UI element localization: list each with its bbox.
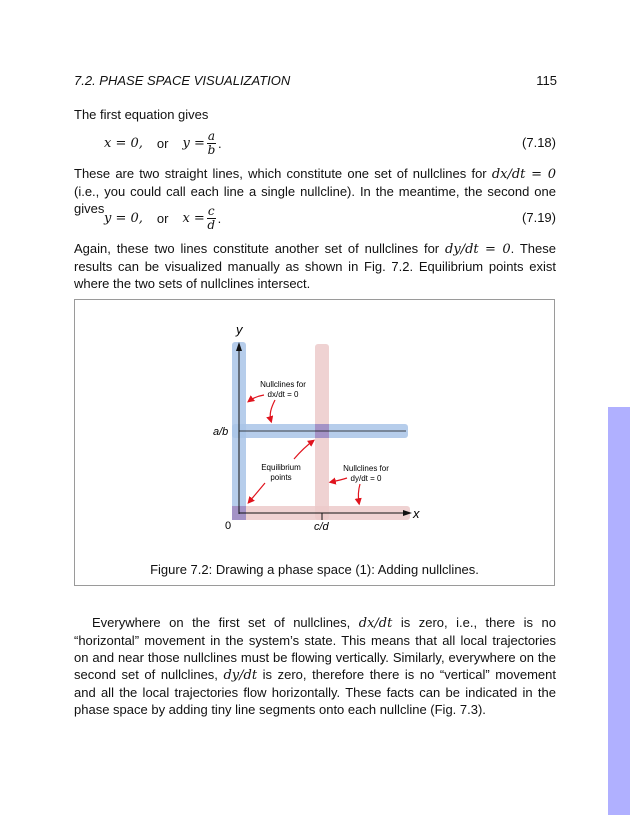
annotation-dy-line2: dy/dt = 0 — [350, 474, 382, 483]
eq2-x-eq: x = — [182, 210, 205, 226]
annotation-dx-line2: dx/dt = 0 — [267, 390, 299, 399]
eq2-fraction — [207, 205, 216, 232]
arrow-eq-origin — [249, 483, 265, 502]
annotation-eq-line2: points — [270, 473, 292, 482]
eq1-y-eq: y = — [182, 135, 205, 151]
arrow-dx-to-horizontal — [270, 400, 275, 421]
p4-text-1: Everywhere on the first set of nullclines, — [92, 615, 359, 630]
eq1-tail: . — [218, 135, 222, 151]
eq1-fraction — [207, 130, 216, 157]
equation-7-18 — [74, 127, 556, 159]
axis-label-y: y — [236, 322, 243, 337]
page-number: 115 — [536, 73, 557, 88]
eq2-numerator: c — [207, 203, 215, 218]
figure-7-2 — [74, 299, 555, 586]
p4-math-dxdt: dx/dt — [358, 616, 393, 631]
eq2-tail: . — [217, 210, 222, 226]
tick-label-ab: a/b — [213, 426, 229, 438]
eq2-lhs: y = 0, — [104, 210, 143, 226]
p3-text-pre: Again, these two lines constitute another set of nullclines for — [74, 241, 446, 256]
chapter-thumb-tab — [608, 407, 630, 815]
eq2-number: (7.19) — [522, 210, 556, 225]
eq1-numerator: a — [207, 128, 215, 143]
paragraph-flow-directions — [74, 614, 556, 718]
eq2-or: or — [156, 210, 169, 226]
eq1-denominator: b — [207, 142, 216, 157]
annotation-eq-line1: Equilibrium — [261, 463, 301, 472]
eq2-denominator: d — [207, 217, 216, 232]
p2-text-post: (i.e., you could call each line a single nullcline). In the meantime, the second one gives — [74, 184, 556, 216]
axis-label-x: x — [413, 506, 420, 521]
p3-text-post: . These results can be visualized manually as shown in Fig. 7.2. Equilibrium points exist where the two sets of nullclines intersect. — [74, 241, 557, 291]
origin-label: 0 — [225, 520, 232, 532]
arrow-dx-to-vertical — [249, 395, 264, 401]
equation-7-19 — [74, 202, 556, 234]
eq1-or: or — [156, 135, 169, 151]
paragraph-nullclines-dy — [74, 240, 556, 292]
p3-math: dy/dt = 0 — [445, 242, 511, 257]
p4-math-dydt: dy/dt — [223, 668, 258, 683]
arrow-dy-to-horizontal — [358, 484, 360, 503]
p4-text-2: is zero, i.e., there is no “horizontal” movement in the system’s state. This means that all local trajectories on and near those nullclines must be flowing vertically. Similarly, everywhere on the second set of nullclines, — [74, 615, 556, 682]
p2-text-pre: These are two straight lines, which constitute one set of nullclines for — [74, 166, 492, 181]
nullcline-diagram — [75, 300, 554, 585]
running-header-section: 7.2. PHASE SPACE VISUALIZATION — [74, 73, 291, 88]
eq1-number: (7.18) — [522, 135, 556, 150]
arrow-dy-to-vertical — [331, 478, 347, 482]
tick-label-cd: c/d — [314, 521, 329, 533]
annotation-dx-line1: Nullclines for — [260, 380, 306, 389]
p4-text-3: is zero, therefore there is no “vertical” movement and all the local trajectories flow horizontally. These facts can be indicated in the phase space by adding tiny line segments onto each nullcline (Fig. 7.3). — [74, 667, 556, 717]
paragraph-intro: The first equation gives — [74, 107, 209, 122]
figure-caption: Figure 7.2: Drawing a phase space (1): Adding nullclines. — [150, 562, 479, 577]
p2-math: dx/dt = 0 — [491, 167, 556, 182]
arrow-eq-upper — [294, 441, 313, 459]
annotation-dy-line1: Nullclines for — [343, 464, 389, 473]
eq1-lhs: x = 0, — [104, 135, 143, 151]
